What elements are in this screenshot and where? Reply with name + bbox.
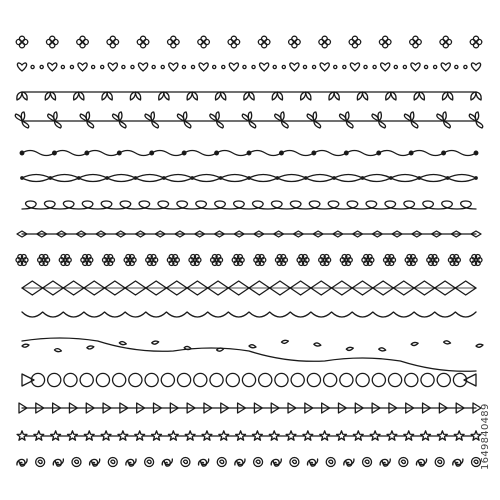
border-row-line-with-leaves: [17, 92, 481, 100]
flower-icon: [81, 254, 93, 265]
flower-icon: [384, 254, 396, 265]
flower-icon: [448, 254, 460, 265]
circle-link-icon: [324, 373, 337, 386]
circle-link-icon: [226, 373, 239, 386]
leaf-icon: [159, 92, 169, 100]
vine-leaf-icon: [281, 340, 288, 343]
vine-leaf-icon: [411, 342, 418, 345]
sprig-icon: [469, 112, 483, 128]
vine-leaf-icon: [184, 346, 191, 349]
leaf-icon: [187, 92, 197, 100]
border-row-beaded-diamonds: [17, 231, 481, 237]
vine-leaf-icon: [379, 348, 386, 351]
star-icon: [269, 431, 279, 440]
clover-icon: [440, 36, 452, 48]
flower-icon: [470, 254, 482, 265]
heart-icon: [48, 63, 57, 71]
star-icon: [454, 431, 464, 440]
heart-icon: [260, 63, 269, 71]
leaf-icon: [102, 92, 112, 100]
vine-leaf-icon: [152, 341, 159, 344]
swirl-icon: [290, 458, 299, 467]
swirl-icon: [254, 458, 263, 467]
star-icon: [118, 431, 128, 440]
swirl-icon: [416, 459, 426, 466]
star-icon: [152, 431, 162, 440]
leaf-icon: [471, 92, 481, 100]
border-row-bow-ended-circle-chain: [22, 373, 476, 386]
heart-icon: [441, 63, 450, 71]
star-icon: [337, 431, 347, 440]
circle-link-icon: [291, 373, 304, 386]
clover-icon: [46, 36, 58, 48]
vine-leaf-icon: [87, 346, 94, 349]
swirl-icon: [126, 459, 136, 466]
clover-icon: [107, 36, 119, 48]
swirl-icon: [53, 459, 63, 466]
vine-leaf-icon: [476, 344, 483, 347]
star-icon: [387, 431, 397, 440]
flower-icon: [232, 254, 244, 265]
flower-icon: [340, 254, 352, 265]
swirl-icon: [453, 459, 463, 466]
swirl-icon: [326, 458, 335, 467]
flower-icon: [189, 254, 201, 265]
flower-icon: [405, 254, 417, 265]
border-row-swirl-ornaments: [17, 458, 481, 467]
swirl-icon: [90, 459, 100, 466]
circle-link-icon: [145, 373, 158, 386]
circle-link-icon: [48, 373, 61, 386]
heart-icon: [17, 63, 26, 71]
swirl-icon: [235, 459, 245, 466]
circle-link-icon: [405, 373, 418, 386]
sprig-icon: [275, 112, 289, 128]
clover-icon: [410, 36, 422, 48]
border-row-wave-with-dots: [20, 151, 478, 156]
flower-icon: [167, 254, 179, 265]
swirl-icon: [72, 458, 81, 467]
star-icon: [286, 431, 296, 440]
heart-icon: [411, 63, 420, 71]
circle-link-icon: [340, 373, 353, 386]
heart-icon: [229, 63, 238, 71]
star-icon: [101, 431, 111, 440]
clover-icon: [289, 36, 301, 48]
sprig-icon: [80, 112, 94, 128]
swirl-icon: [344, 459, 354, 466]
clover-icon: [198, 36, 210, 48]
star-icon: [353, 431, 363, 440]
heart-icon: [350, 63, 359, 71]
sprig-icon: [404, 112, 418, 128]
leaf-icon: [272, 92, 282, 100]
leaf-icon: [329, 92, 339, 100]
heart-icon: [169, 63, 178, 71]
vine-leaf-icon: [54, 349, 61, 352]
sprig-icon: [437, 112, 451, 128]
vine-leaf-icon: [217, 348, 224, 351]
heart-icon: [471, 63, 480, 71]
border-row-looping-curls: [22, 201, 476, 209]
swirl-icon: [307, 459, 317, 466]
swirl-icon: [145, 458, 154, 467]
sprig-icon: [48, 112, 61, 128]
circle-link-icon: [129, 373, 142, 386]
circle-link-icon: [96, 373, 109, 386]
circle-link-icon: [307, 373, 320, 386]
border-row-lattice-diamonds: [22, 281, 476, 295]
flower-icon: [275, 254, 287, 265]
flower-icon: [254, 254, 266, 265]
clover-icon: [470, 36, 482, 48]
circle-link-icon: [437, 373, 450, 386]
stock-logo-watermark: [4, 470, 32, 496]
star-icon: [219, 431, 229, 440]
sprig-icon: [210, 112, 224, 128]
flower-icon: [124, 254, 136, 265]
flower-icon: [16, 254, 28, 265]
clover-icon: [319, 36, 331, 48]
swirl-icon: [217, 458, 226, 467]
heart-icon: [108, 63, 117, 71]
star-icon: [303, 431, 313, 440]
circle-link-icon: [194, 373, 207, 386]
border-row-hearts-and-dots: [17, 63, 480, 71]
flower-icon: [319, 254, 331, 265]
star-icon: [68, 431, 78, 440]
swirl-icon: [162, 459, 172, 466]
clover-icon: [137, 36, 149, 48]
circle-link-icon: [259, 373, 272, 386]
vine-leaf-icon: [119, 342, 126, 345]
leaf-icon: [74, 92, 84, 100]
leaf-icon: [215, 92, 225, 100]
circle-link-icon: [242, 373, 255, 386]
swirl-icon: [199, 459, 209, 466]
swirl-icon: [108, 458, 117, 467]
leaf-icon: [17, 92, 27, 100]
swirl-icon: [363, 458, 372, 467]
star-icon: [320, 431, 330, 440]
sprig-icon: [307, 112, 321, 128]
star-icon: [252, 431, 262, 440]
leaf-icon: [357, 92, 367, 100]
swirl-icon: [181, 458, 190, 467]
border-row-wavy-vine-with-leaves: [22, 338, 483, 371]
circle-link-icon: [210, 373, 223, 386]
flower-icon: [362, 254, 374, 265]
border-row-stars-on-line: [17, 431, 481, 440]
clover-icon: [16, 36, 28, 48]
leaf-icon: [301, 92, 311, 100]
border-row-flower-rosettes: [16, 254, 482, 265]
flower-icon: [427, 254, 439, 265]
vine-leaf-icon: [346, 347, 353, 350]
sprig-icon: [145, 112, 159, 128]
star-icon: [370, 431, 380, 440]
clover-icon: [379, 36, 391, 48]
star-icon: [84, 431, 94, 440]
border-row-line-with-triple-leaf-sprigs: [15, 112, 483, 128]
flower-icon: [146, 254, 158, 265]
leaf-icon: [244, 92, 254, 100]
star-icon: [236, 431, 246, 440]
star-icon: [17, 431, 27, 440]
circle-link-icon: [64, 373, 77, 386]
heart-icon: [78, 63, 87, 71]
star-icon: [135, 431, 145, 440]
vine-leaf-icon: [314, 343, 321, 346]
star-icon: [404, 431, 414, 440]
heart-icon: [138, 63, 147, 71]
circle-link-icon: [356, 373, 369, 386]
border-row-interlaced-chain: [21, 175, 477, 182]
clover-icon: [77, 36, 89, 48]
circle-link-icon: [113, 373, 126, 386]
circle-link-icon: [388, 373, 401, 386]
star-icon: [185, 431, 195, 440]
star-icon: [437, 431, 447, 440]
flower-icon: [297, 254, 309, 265]
vine-leaf-icon: [22, 344, 29, 347]
border-row-clover-flowers: [16, 36, 482, 48]
sprig-icon: [242, 112, 256, 128]
clover-icon: [228, 36, 240, 48]
star-icon: [51, 431, 61, 440]
star-icon: [202, 431, 212, 440]
clover-icon: [258, 36, 270, 48]
circle-link-icon: [372, 373, 385, 386]
star-icon: [421, 431, 431, 440]
circle-link-icon: [177, 373, 190, 386]
leaf-icon: [45, 92, 55, 100]
flower-icon: [59, 254, 71, 265]
flower-icon: [211, 254, 223, 265]
leaf-icon: [130, 92, 140, 100]
leaf-icon: [386, 92, 396, 100]
clover-icon: [168, 36, 180, 48]
leaf-icon: [442, 92, 452, 100]
clover-icon: [349, 36, 361, 48]
border-row-triangles-on-line: [19, 403, 481, 413]
sprig-icon: [113, 112, 126, 128]
sprig-icon: [372, 112, 386, 128]
heart-icon: [381, 63, 390, 71]
vine-leaf-icon: [444, 341, 451, 344]
star-icon: [168, 431, 178, 440]
leaf-icon: [414, 92, 424, 100]
circle-link-icon: [80, 373, 93, 386]
circle-link-icon: [275, 373, 288, 386]
sprig-icon: [177, 112, 191, 128]
swirl-icon: [399, 458, 408, 467]
flower-icon: [38, 254, 50, 265]
sprig-icon: [15, 112, 29, 128]
vine-leaf-icon: [249, 345, 256, 348]
sprig-icon: [340, 112, 354, 128]
circle-link-icon: [161, 373, 174, 386]
stock-id-watermark: 1649840489: [480, 403, 491, 470]
swirl-icon: [271, 459, 281, 466]
star-icon: [34, 431, 44, 440]
heart-icon: [199, 63, 208, 71]
swirl-icon: [435, 458, 444, 467]
heart-icon: [290, 63, 299, 71]
heart-icon: [320, 63, 329, 71]
swirl-icon: [36, 458, 45, 467]
circle-link-icon: [421, 373, 434, 386]
swirl-icon: [380, 459, 390, 466]
swirl-icon: [17, 459, 27, 466]
border-row-scallops: [22, 312, 476, 317]
flower-icon: [102, 254, 114, 265]
